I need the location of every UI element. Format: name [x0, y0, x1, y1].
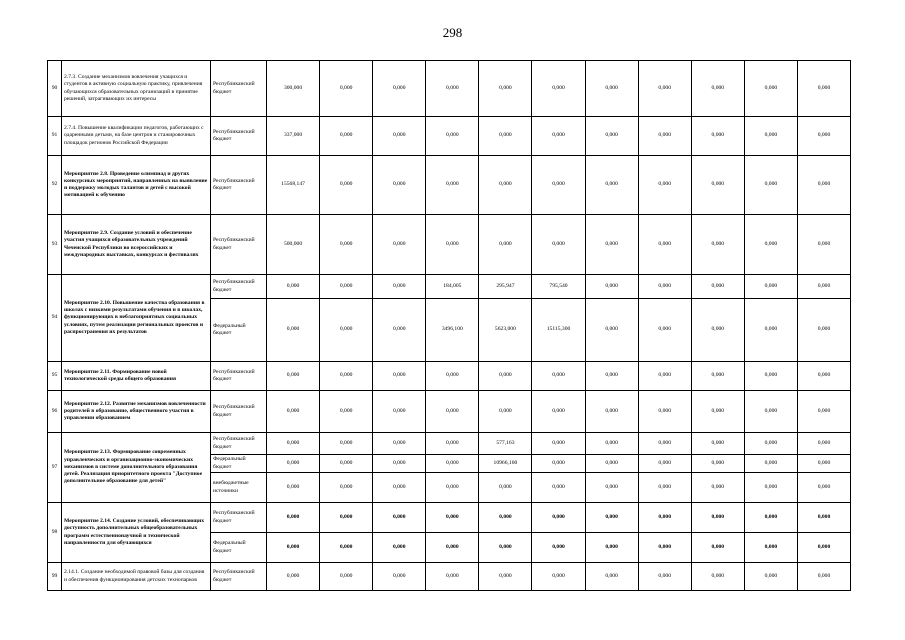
amount-cell: 0,000 — [373, 215, 426, 275]
amount-cell: 0,000 — [691, 455, 744, 473]
amount-cell: 0,000 — [426, 215, 479, 275]
amount-cell: 0,000 — [479, 473, 532, 503]
amount-cell: 0,000 — [320, 563, 373, 591]
amount-cell: 0,000 — [426, 156, 479, 215]
amount-cell: 0,000 — [797, 61, 850, 117]
amount-cell: 0,000 — [638, 391, 691, 433]
row-number: 95 — [48, 362, 62, 391]
amount-cell: 0,000 — [479, 61, 532, 117]
amount-cell: 0,000 — [744, 61, 797, 117]
row-number: 90 — [48, 61, 62, 117]
activity-name: Мероприятие 2.9. Создание условий и обеспечение участия учащихся образовательных учреждений Чеченской Республики во всероссийских и международных выставках, конкурсах и фестивалях — [62, 215, 211, 275]
amount-cell: 0,000 — [373, 156, 426, 215]
amount-cell: 0,000 — [267, 503, 320, 533]
amount-cell: 0,000 — [691, 299, 744, 362]
amount-cell: 0,000 — [373, 61, 426, 117]
amount-cell: 0,000 — [797, 533, 850, 563]
amount-cell: 0,000 — [320, 433, 373, 455]
amount-cell: 0,000 — [691, 156, 744, 215]
amount-cell: 0,000 — [479, 563, 532, 591]
table-row — [48, 156, 851, 215]
amount-cell: 0,000 — [373, 275, 426, 299]
amount-cell: 0,000 — [373, 563, 426, 591]
amount-cell: 5623,000 — [479, 299, 532, 362]
amount-cell: 0,000 — [744, 533, 797, 563]
amount-cell: 0,000 — [585, 215, 638, 275]
funding-source: Федеральный бюджет — [211, 455, 267, 473]
amount-cell: 0,000 — [532, 455, 585, 473]
amount-cell: 0,000 — [320, 275, 373, 299]
amount-cell: 0,000 — [373, 362, 426, 391]
activity-name: Мероприятие 2.14. Создание условий, обеспечивающих доступность дополнительных общеобразовательных программ естественнонаучной и технической направленности для обучающихся — [62, 503, 211, 563]
amount-cell: 0,000 — [744, 117, 797, 156]
amount-cell: 0,000 — [797, 455, 850, 473]
amount-cell: 0,000 — [744, 156, 797, 215]
amount-cell: 0,000 — [320, 473, 373, 503]
amount-cell: 0,000 — [373, 391, 426, 433]
amount-cell: 0,000 — [638, 473, 691, 503]
row-number: 98 — [48, 503, 62, 563]
activity-name: Мероприятие 2.11. Формирование новой технологической среды общего образования — [62, 362, 211, 391]
amount-cell: 15568,147 — [267, 156, 320, 215]
amount-cell: 0,000 — [373, 473, 426, 503]
amount-cell: 0,000 — [532, 391, 585, 433]
amount-cell: 0,000 — [638, 215, 691, 275]
amount-cell: 0,000 — [638, 61, 691, 117]
table-row — [48, 215, 851, 275]
row-number: 96 — [48, 391, 62, 433]
activity-name: 2.14.1. Создание необходимой правовой базы для создания и обеспечения функционирования детских технопарков — [62, 563, 211, 591]
amount-cell: 0,000 — [585, 455, 638, 473]
amount-cell: 0,000 — [426, 533, 479, 563]
funding-source: Республиканский бюджет — [211, 362, 267, 391]
amount-cell: 0,000 — [426, 362, 479, 391]
amount-cell: 0,000 — [691, 503, 744, 533]
table-row — [48, 61, 851, 117]
amount-cell: 0,000 — [744, 503, 797, 533]
amount-cell: 10966,100 — [479, 455, 532, 473]
funding-source: Республиканский бюджет — [211, 391, 267, 433]
amount-cell: 0,000 — [585, 61, 638, 117]
amount-cell: 0,000 — [638, 503, 691, 533]
row-number: 91 — [48, 117, 62, 156]
budget-table — [47, 60, 851, 591]
amount-cell: 0,000 — [373, 533, 426, 563]
amount-cell: 0,000 — [426, 61, 479, 117]
amount-cell: 300,000 — [267, 61, 320, 117]
amount-cell: 0,000 — [638, 299, 691, 362]
amount-cell: 0,000 — [320, 215, 373, 275]
funding-source: Республиканский бюджет — [211, 215, 267, 275]
amount-cell: 0,000 — [691, 61, 744, 117]
funding-source: Республиканский бюджет — [211, 61, 267, 117]
row-number: 94 — [48, 275, 62, 362]
amount-cell: 0,000 — [585, 503, 638, 533]
row-number: 93 — [48, 215, 62, 275]
funding-source: Республиканский бюджет — [211, 503, 267, 533]
amount-cell: 0,000 — [744, 215, 797, 275]
amount-cell: 0,000 — [638, 455, 691, 473]
amount-cell: 0,000 — [479, 533, 532, 563]
amount-cell: 0,000 — [532, 433, 585, 455]
funding-source: Республиканский бюджет — [211, 433, 267, 455]
amount-cell: 0,000 — [320, 455, 373, 473]
amount-cell: 0,000 — [691, 533, 744, 563]
amount-cell: 0,000 — [267, 362, 320, 391]
amount-cell: 0,000 — [426, 391, 479, 433]
table-row — [48, 503, 851, 533]
amount-cell: 0,000 — [373, 503, 426, 533]
amount-cell: 0,000 — [638, 156, 691, 215]
funding-source: Республиканский бюджет — [211, 563, 267, 591]
amount-cell: 0,000 — [426, 433, 479, 455]
amount-cell: 0,000 — [585, 362, 638, 391]
amount-cell: 0,000 — [267, 473, 320, 503]
amount-cell: 0,000 — [585, 117, 638, 156]
activity-name: 2.7.3. Создание механизмов вовлечения учащихся и студентов в активную социальную практику, привлечения обучающихся образовательных организаций в принятие решений, затрагивающих их интересы — [62, 61, 211, 117]
amount-cell: 0,000 — [638, 563, 691, 591]
amount-cell: 0,000 — [320, 117, 373, 156]
funding-source: Республиканский бюджет — [211, 117, 267, 156]
page-number: 298 — [442, 25, 463, 40]
amount-cell: 0,000 — [532, 156, 585, 215]
amount-cell: 0,000 — [585, 473, 638, 503]
amount-cell: 337,000 — [267, 117, 320, 156]
amount-cell: 577,163 — [479, 433, 532, 455]
amount-cell: 0,000 — [320, 503, 373, 533]
amount-cell: 0,000 — [797, 503, 850, 533]
activity-name: Мероприятие 2.10. Повышение качества образования в школах с низкими результатами обучения и в школах, функционирующих в неблагоприятных социальных условиях, путем реализации региональных проектов и распространения их результатов — [62, 275, 211, 362]
amount-cell: 0,000 — [638, 275, 691, 299]
amount-cell: 0,000 — [320, 391, 373, 433]
amount-cell: 0,000 — [373, 455, 426, 473]
amount-cell: 0,000 — [373, 117, 426, 156]
amount-cell: 0,000 — [479, 156, 532, 215]
amount-cell: 0,000 — [797, 391, 850, 433]
amount-cell: 0,000 — [744, 391, 797, 433]
amount-cell: 0,000 — [638, 533, 691, 563]
amount-cell: 0,000 — [744, 362, 797, 391]
amount-cell: 0,000 — [267, 455, 320, 473]
row-number: 97 — [48, 433, 62, 503]
amount-cell: 0,000 — [744, 433, 797, 455]
amount-cell: 0,000 — [479, 215, 532, 275]
amount-cell: 0,000 — [479, 391, 532, 433]
amount-cell: 0,000 — [532, 533, 585, 563]
amount-cell: 0,000 — [585, 533, 638, 563]
amount-cell: 500,000 — [267, 215, 320, 275]
amount-cell: 0,000 — [373, 433, 426, 455]
row-number: 99 — [48, 563, 62, 591]
amount-cell: 0,000 — [267, 299, 320, 362]
amount-cell: 295,947 — [479, 275, 532, 299]
amount-cell: 0,000 — [638, 362, 691, 391]
funding-source: Федеральный бюджет — [211, 533, 267, 563]
amount-cell: 0,000 — [426, 455, 479, 473]
amount-cell: 0,000 — [797, 473, 850, 503]
amount-cell: 0,000 — [691, 215, 744, 275]
activity-name: Мероприятие 2.8. Проведение олимпиад и других конкурсных мероприятий, направленных на выявление и поддержку молодых талантов и детей с высокой мотивацией к обучению — [62, 156, 211, 215]
table-row — [48, 275, 851, 299]
amount-cell: 0,000 — [426, 503, 479, 533]
amount-cell: 0,000 — [797, 275, 850, 299]
amount-cell: 0,000 — [585, 299, 638, 362]
amount-cell: 0,000 — [744, 473, 797, 503]
amount-cell: 0,000 — [691, 433, 744, 455]
table-row — [48, 117, 851, 156]
amount-cell: 0,000 — [267, 433, 320, 455]
amount-cell: 0,000 — [532, 473, 585, 503]
table-row — [48, 433, 851, 455]
amount-cell: 0,000 — [744, 563, 797, 591]
activity-name: Мероприятие 2.12. Развитие механизмов вовлеченности родителей в образование, общественного участия в управлении образованием — [62, 391, 211, 433]
amount-cell: 0,000 — [797, 156, 850, 215]
amount-cell: 0,000 — [320, 61, 373, 117]
amount-cell: 0,000 — [797, 433, 850, 455]
amount-cell: 0,000 — [797, 563, 850, 591]
amount-cell: 0,000 — [426, 117, 479, 156]
row-number: 92 — [48, 156, 62, 215]
amount-cell: 0,000 — [373, 299, 426, 362]
amount-cell: 0,000 — [532, 362, 585, 391]
amount-cell: 184,005 — [426, 275, 479, 299]
amount-cell: 0,000 — [585, 275, 638, 299]
amount-cell: 0,000 — [532, 503, 585, 533]
amount-cell: 0,000 — [585, 433, 638, 455]
activity-name: Мероприятие 2.13. Формирование современных управленческих и организационно-экономических механизмов в системе дополнительного образования детей. Реализация приоритетного проекта "Доступное дополнительное образование для детей" — [62, 433, 211, 503]
amount-cell: 795,540 — [532, 275, 585, 299]
amount-cell: 0,000 — [638, 117, 691, 156]
amount-cell: 15115,300 — [532, 299, 585, 362]
amount-cell: 0,000 — [479, 503, 532, 533]
amount-cell: 0,000 — [267, 563, 320, 591]
amount-cell: 0,000 — [267, 533, 320, 563]
amount-cell: 0,000 — [797, 299, 850, 362]
table-row — [48, 563, 851, 591]
amount-cell: 0,000 — [638, 433, 691, 455]
amount-cell: 0,000 — [744, 299, 797, 362]
activity-name: 2.7.4. Повышение квалификации педагогов, работающих с одаренными детьми, на базе центров и стажировочных площадок регионов Российской Федерации — [62, 117, 211, 156]
table-row — [48, 391, 851, 433]
amount-cell: 0,000 — [797, 215, 850, 275]
amount-cell: 0,000 — [691, 275, 744, 299]
funding-source: внебюджетные источники — [211, 473, 267, 503]
funding-source: Федеральный бюджет — [211, 299, 267, 362]
amount-cell: 0,000 — [320, 533, 373, 563]
amount-cell: 0,000 — [320, 362, 373, 391]
amount-cell: 0,000 — [585, 156, 638, 215]
amount-cell: 0,000 — [691, 473, 744, 503]
amount-cell: 0,000 — [797, 362, 850, 391]
amount-cell: 0,000 — [267, 391, 320, 433]
amount-cell: 0,000 — [691, 391, 744, 433]
amount-cell: 0,000 — [426, 473, 479, 503]
amount-cell: 0,000 — [267, 275, 320, 299]
amount-cell: 0,000 — [320, 156, 373, 215]
table-row — [48, 362, 851, 391]
amount-cell: 0,000 — [585, 391, 638, 433]
amount-cell: 0,000 — [532, 215, 585, 275]
amount-cell: 0,000 — [691, 362, 744, 391]
amount-cell: 0,000 — [744, 275, 797, 299]
amount-cell: 0,000 — [532, 117, 585, 156]
amount-cell: 0,000 — [744, 455, 797, 473]
amount-cell: 0,000 — [479, 117, 532, 156]
amount-cell: 0,000 — [691, 563, 744, 591]
amount-cell: 0,000 — [797, 117, 850, 156]
amount-cell: 3496,100 — [426, 299, 479, 362]
amount-cell: 0,000 — [479, 362, 532, 391]
funding-source: Республиканский бюджет — [211, 275, 267, 299]
amount-cell: 0,000 — [320, 299, 373, 362]
funding-source: Республиканский бюджет — [211, 156, 267, 215]
amount-cell: 0,000 — [426, 563, 479, 591]
amount-cell: 0,000 — [691, 117, 744, 156]
amount-cell: 0,000 — [532, 61, 585, 117]
amount-cell: 0,000 — [585, 563, 638, 591]
amount-cell: 0,000 — [532, 563, 585, 591]
